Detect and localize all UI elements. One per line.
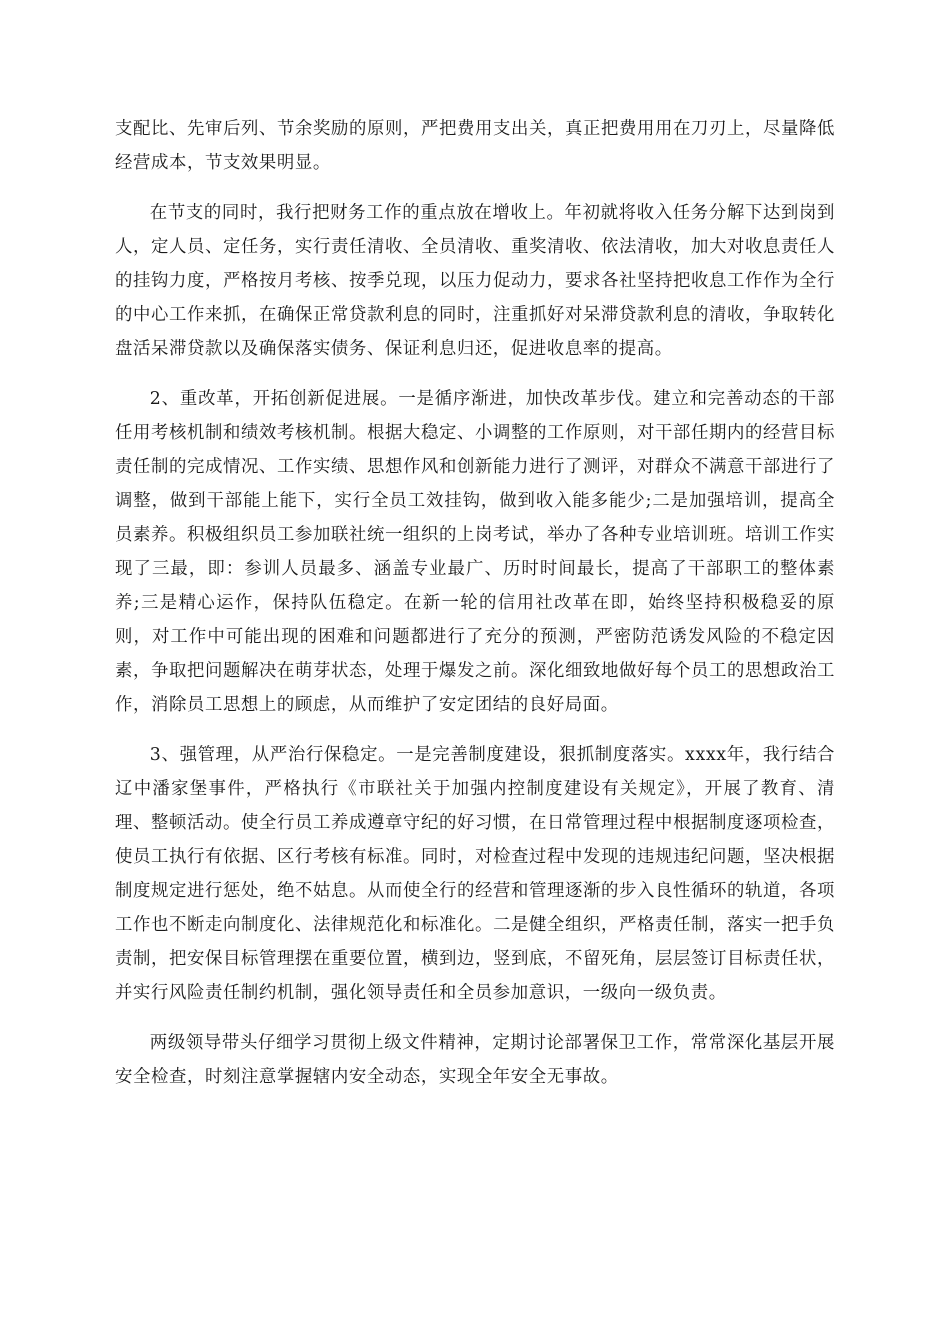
paragraph-reform-innovation: 2、重改革，开拓创新促进展。一是循序渐进，加快改革步伐。建立和完善动态的干部任用考核机制和绩效考核机制。根据大稳定、小调整的工作原则，对干部任期内的经营目标责任制的完成情况、工作实绩、思想作风和创新能力进行了测评，对群众不满意干部进行了调整，做到干部能上能下，实行全员工效挂钩，做到收入能多能少;二是加强培训，提高全员素养。积极组织员工参加联社统一组织的上岗考试，举办了各种专业培训班。培训工作实现了三最，即：参训人员最多、涵盖专业最广、历时时间最长，提高了干部职工的整体素养;三是精心运作，保持队伍稳定。在新一轮的信用社改革在即，始终坚持积极稳妥的原则，对工作中可能出现的困难和问题都进行了充分的预测，严密防范诱发风险的不稳定因素，争取把问题解决在萌芽状态，处理于爆发之前。深化细致地做好每个员工的思想政治工作，消除员工思想上的顾虑，从而维护了安定团结的良好局面。 [115, 389, 835, 715]
paragraph-strict-management: 3、强管理，从严治行保稳定。一是完善制度建设，狠抓制度落实。xxxx年，我行结合辽中潘家堡事件，严格执行《市联社关于加强内控制度建设有关规定》，开展了教育、清理、整顿活动。使全行员工养成遵章守纪的好习惯，在日常管理过程中根据制度逐项检查，使员工执行有依据、区行考核有标准。同时，对检查过程中发现的违规违纪问题，坚决根据制度规定进行惩处，绝不姑息。从而使全行的经营和管理逐渐的步入良性循环的轨道，各项工作也不断走向制度化、法律规范化和标准化。二是健全组织，严格责任制，落实一把手负责制，把安保目标管理摆在重要位置，横到边，竖到底，不留死角，层层签订目标责任状，并实行风险责任制约机制，强化领导责任和全员参加意识，一级向一级负责。 [115, 745, 835, 1003]
document-body [115, 112, 835, 1110]
paragraph-security-leadership: 两级领导带头仔细学习贯彻上级文件精神，定期讨论部署保卫工作，常常深化基层开展安全检查，时刻注意掌握辖内安全动态，实现全年安全无事故。 [115, 1033, 835, 1087]
paragraph-revenue-increase: 在节支的同时，我行把财务工作的重点放在增收上。年初就将收入任务分解下达到岗到人，定人员、定任务，实行责任清收、全员清收、重奖清收、依法清收，加大对收息责任人的挂钩力度，严格按月考核、按季兑现，以压力促动力，要求各社坚持把收息工作作为全行的中心工作来抓，在确保正常贷款利息的同时，注重抓好对呆滞贷款利息的清收，争取转化盘活呆滞贷款以及确保落实债务、保证利息归还，促进收息率的提高。 [115, 203, 835, 359]
paragraph-cost-control: 支配比、先审后列、节余奖励的原则，严把费用支出关，真正把费用用在刀刃上，尽量降低经营成本，节支效果明显。 [115, 119, 835, 173]
